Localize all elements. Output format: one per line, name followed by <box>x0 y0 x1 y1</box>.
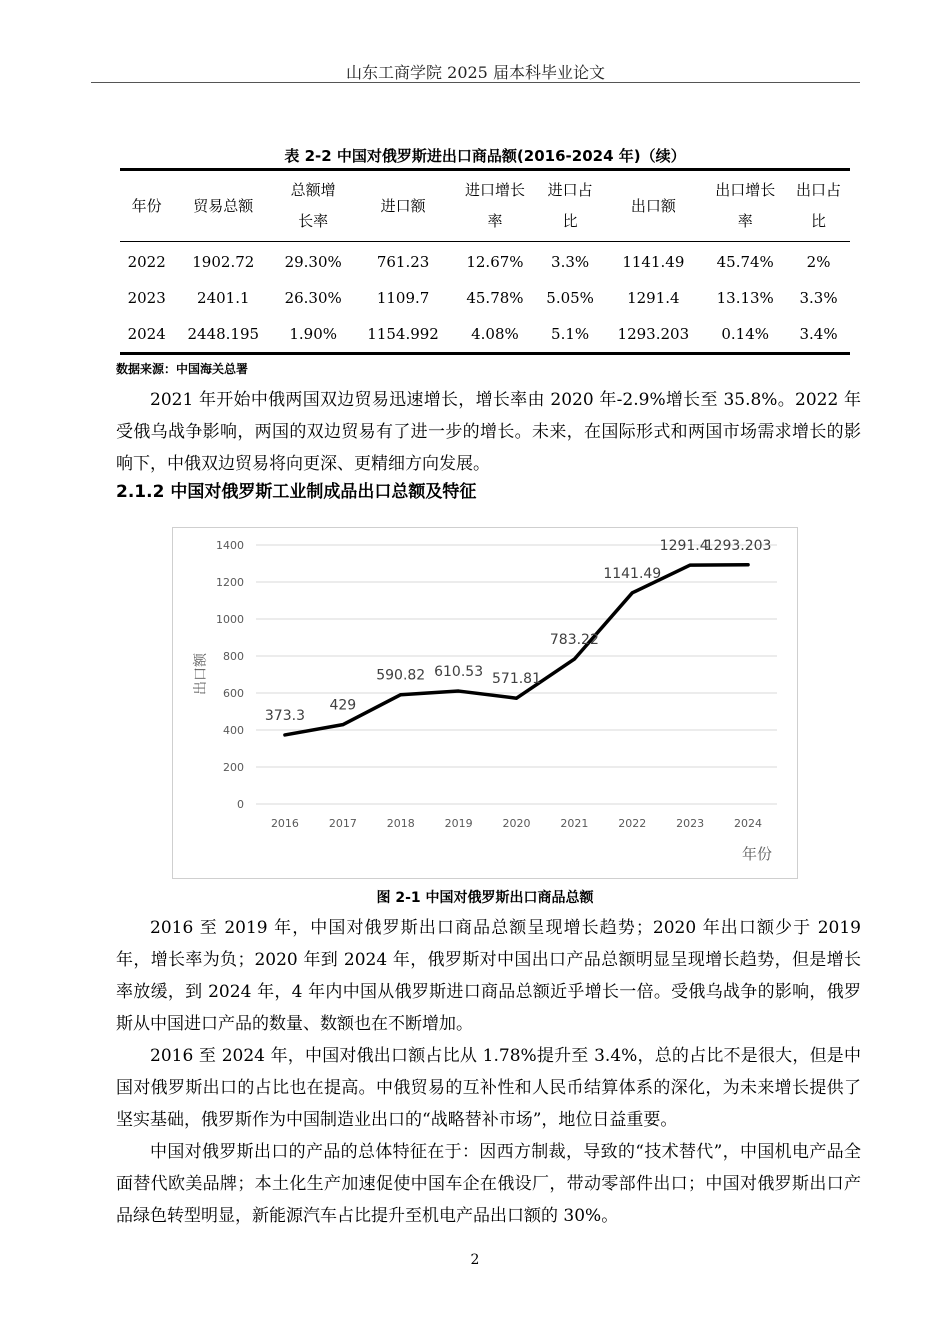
table-cell: 3.3% <box>799 289 838 307</box>
column-header-line2: 长率 <box>298 212 329 230</box>
chart-svg <box>173 528 797 878</box>
column-header-line1: 年份 <box>131 196 162 215</box>
data-label: 373.3 <box>264 707 305 724</box>
column-header-line1: 进口占 <box>547 181 593 199</box>
table-cell: 1109.7 <box>376 289 430 307</box>
data-point <box>689 564 692 567</box>
data-label: 429 <box>329 697 357 714</box>
data-label: 571.81 <box>492 671 541 688</box>
x-tick-label: 2022 <box>618 817 647 830</box>
table-cell: 0.14% <box>721 325 770 343</box>
table-cell: 1.90% <box>289 325 337 343</box>
table-caption: 表 2-2 中国对俄罗斯进出口商品额(2016-2024 年)（续） <box>284 147 686 165</box>
column-header-line1: 总额增 <box>290 181 336 199</box>
running-header: 山东工商学院 2025 届本科毕业论文 <box>346 63 605 82</box>
table-cell: 761.23 <box>376 253 430 271</box>
table-column-header <box>787 170 850 242</box>
column-header-line2: 比 <box>811 212 827 230</box>
table-column-header <box>453 170 537 242</box>
table-cell: 3.4% <box>799 325 838 343</box>
data-point <box>747 563 750 566</box>
data-label: 1291.4 <box>659 538 709 555</box>
table-cell: 1154.992 <box>367 325 439 343</box>
table-column-header <box>120 170 173 242</box>
data-label: 783.22 <box>549 632 599 649</box>
data-label: 1141.49 <box>603 565 662 582</box>
table-cell: 45.74% <box>716 253 774 271</box>
paragraph-3: 2016 至 2024 年，中国对俄出口额占比从 1.78%提升至 3.4%，总的占比不是很大，但是中国对俄罗斯出口的占比也在提高。中俄贸易的互补性和人民币结算体系的深化，为未来增长提供了坚实基础，俄罗斯作为中国制造业出口的“战略替补市场”，地位日益重要。 <box>116 1046 861 1130</box>
table-cell: 3.3% <box>551 253 590 271</box>
table-cell: 1141.49 <box>622 253 685 271</box>
table-cell: 12.67% <box>466 253 524 271</box>
table-row <box>120 280 850 316</box>
table-header-row <box>120 170 850 242</box>
x-axis-title: 年份 <box>741 845 773 863</box>
y-tick-label: 200 <box>223 761 244 774</box>
table-body <box>120 242 850 354</box>
data-point <box>457 690 460 693</box>
table-cell: 5.1% <box>551 325 590 343</box>
y-tick-label: 800 <box>223 650 244 663</box>
data-label: 590.82 <box>376 667 426 684</box>
trade-table <box>120 168 850 355</box>
table-cell: 13.13% <box>716 289 774 307</box>
table-cell: 26.30% <box>284 289 342 307</box>
column-header-line2: 率 <box>737 212 753 230</box>
column-header-line1: 出口增长 <box>715 181 776 199</box>
column-header-line1: 进口增长 <box>464 181 525 199</box>
x-tick-label: 2021 <box>560 817 589 830</box>
table-cell: 4.08% <box>471 325 519 343</box>
paragraph-2: 2016 至 2019 年，中国对俄罗斯出口商品总额呈现增长趋势；2020 年出口额少于 2019 年，增长率为负；2020 年到 2024 年，俄罗斯对中国出口产品总额明显呈现增长趋势，但是增长率放缓，到 2024 年，4 年内中国从俄罗斯进口商品总额近乎增长一倍。受俄乌战争的影响，俄罗斯从中国进口产品的数量、数额也在不断增加。 <box>116 918 861 1034</box>
column-header-line1: 贸易总额 <box>193 196 254 215</box>
x-tick-label: 2018 <box>386 817 415 830</box>
data-point <box>341 723 344 726</box>
table-cell: 1902.72 <box>192 253 255 271</box>
column-header-line1: 进口额 <box>380 196 426 215</box>
column-header-line2: 比 <box>562 212 578 230</box>
column-header-line1: 出口占 <box>796 181 842 199</box>
table-row <box>120 316 850 354</box>
y-tick-label: 600 <box>223 687 244 700</box>
data-point <box>515 697 518 700</box>
table-column-header <box>173 170 273 242</box>
table-column-header <box>353 170 453 242</box>
table-column-header <box>537 170 604 242</box>
x-tick-label: 2024 <box>734 817 763 830</box>
y-tick-label: 1200 <box>216 576 244 589</box>
table-cell: 2024 <box>127 325 166 343</box>
table-cell: 2% <box>806 253 831 271</box>
table-cell: 2401.1 <box>197 289 250 307</box>
x-tick-label: 2016 <box>270 817 299 830</box>
y-axis-title: 出口额 <box>193 653 209 695</box>
paragraph-4: 中国对俄罗斯出口的产品的总体特征在于：因西方制裁，导致的“技术替代”，中国机电产品全面替代欧美品牌；本土化生产加速促使中国车企在俄设厂，带动零部件出口；中国对俄罗斯出口产品绿色转型明显，新能源汽车占比提升至机电产品出口额的 30%。 <box>116 1142 861 1226</box>
y-tick-label: 1400 <box>216 539 244 552</box>
x-tick-label: 2017 <box>328 817 357 830</box>
y-tick-label: 400 <box>223 724 244 737</box>
x-tick-label: 2023 <box>676 817 705 830</box>
table-cell: 5.05% <box>546 289 594 307</box>
section-heading: 2.1.2 中国对俄罗斯工业制成品出口总额及特征 <box>116 482 477 502</box>
table-cell: 1293.203 <box>617 325 690 343</box>
page-number: 2 <box>470 1252 480 1268</box>
data-point <box>283 733 286 736</box>
table-column-header <box>603 170 703 242</box>
table-cell: 2022 <box>127 253 166 271</box>
paragraph-1: 2021 年开始中俄两国双边贸易迅速增长，增长率由 2020 年-2.9%增长至 35.8%。2022 年受俄乌战争影响，两国的双边贸易有了进一步的增长。未来，在国际形式和两国市场需求增长的影响下，中俄双边贸易将向更深、更精细方向发展。 <box>116 390 861 474</box>
table-cell: 2023 <box>127 289 166 307</box>
figure-caption: 图 2-1 中国对俄罗斯出口商品总额 <box>376 890 594 906</box>
data-label: 1293.203 <box>704 537 772 554</box>
data-source-note: 数据来源：中国海关总署 <box>116 362 249 376</box>
table-cell: 1291.4 <box>627 289 680 307</box>
table-row <box>120 242 850 281</box>
x-tick-label: 2020 <box>502 817 531 830</box>
column-header-line2: 率 <box>487 212 503 230</box>
header-rule <box>91 82 860 83</box>
data-point <box>631 591 634 594</box>
data-point <box>573 658 576 661</box>
column-header-line1: 出口额 <box>630 196 676 215</box>
y-tick-label: 1000 <box>216 613 244 626</box>
x-tick-label: 2019 <box>444 817 473 830</box>
table-cell: 45.78% <box>466 289 524 307</box>
data-point <box>399 693 402 696</box>
table-cell: 29.30% <box>284 253 342 271</box>
table-column-header <box>703 170 787 242</box>
data-label: 610.53 <box>434 664 484 681</box>
export-line-chart <box>172 527 798 879</box>
table-column-header <box>273 170 353 242</box>
table-cell: 2448.195 <box>187 325 260 343</box>
y-tick-label: 0 <box>237 798 244 811</box>
